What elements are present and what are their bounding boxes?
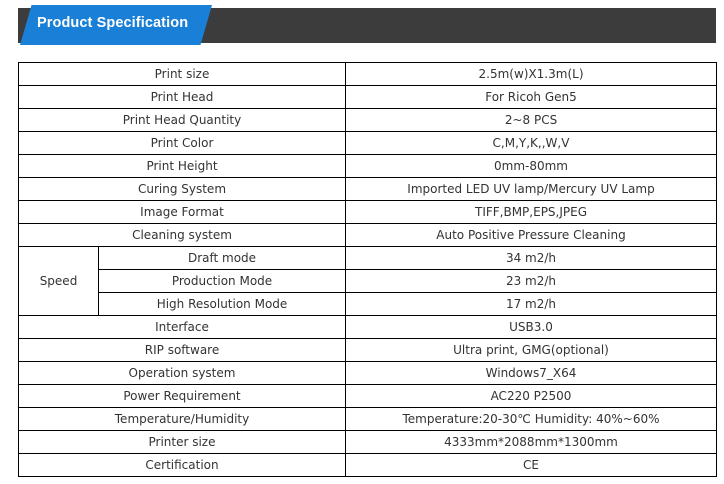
- table-row: [19, 63, 717, 86]
- spec-value: C,M,Y,K,,W,V: [346, 132, 717, 155]
- spec-label: Interface: [19, 316, 346, 339]
- speed-mode-label: Draft mode: [99, 247, 346, 270]
- spec-label: Print Color: [19, 132, 346, 155]
- spec-label: Certification: [19, 454, 346, 477]
- table-row: [19, 431, 717, 454]
- table-row: [19, 109, 717, 132]
- spec-label: Cleaning system: [19, 224, 346, 247]
- table-row: [19, 201, 717, 224]
- table-row: [19, 178, 717, 201]
- spec-value: USB3.0: [346, 316, 717, 339]
- spec-label: Printer size: [19, 431, 346, 454]
- spec-label: Print Head Quantity: [19, 109, 346, 132]
- table-row: [19, 339, 717, 362]
- section-title: Product Specification: [37, 15, 189, 31]
- spec-value: 0mm-80mm: [346, 155, 717, 178]
- table-row: [19, 293, 717, 316]
- table-row: [19, 155, 717, 178]
- speed-mode-value: 17 m2/h: [346, 293, 717, 316]
- table-row: [19, 408, 717, 431]
- spec-value: Temperature:20-30℃ Humidity: 40%~60%: [346, 408, 717, 431]
- spec-value: Windows7_X64: [346, 362, 717, 385]
- spec-table: [18, 62, 717, 477]
- spec-value: TIFF,BMP,EPS,JPEG: [346, 201, 717, 224]
- speed-mode-value: 23 m2/h: [346, 270, 717, 293]
- spec-value: Auto Positive Pressure Cleaning: [346, 224, 717, 247]
- table-row: [19, 454, 717, 477]
- spec-label: Print size: [19, 63, 346, 86]
- spec-value: 4333mm*2088mm*1300mm: [346, 431, 717, 454]
- spec-label: Print Head: [19, 86, 346, 109]
- spec-value: For Ricoh Gen5: [346, 86, 717, 109]
- table-row: [19, 385, 717, 408]
- spec-value: 2.5m(w)X1.3m(L): [346, 63, 717, 86]
- spec-value: AC220 P2500: [346, 385, 717, 408]
- spec-value: 2~8 PCS: [346, 109, 717, 132]
- speed-label: Speed: [19, 247, 99, 316]
- speed-mode-value: 34 m2/h: [346, 247, 717, 270]
- table-row: [19, 224, 717, 247]
- spec-value: Imported LED UV lamp/Mercury UV Lamp: [346, 178, 717, 201]
- spec-value: Ultra print, GMG(optional): [346, 339, 717, 362]
- table-row: [19, 132, 717, 155]
- spec-label: Curing System: [19, 178, 346, 201]
- spec-label: Power Requirement: [19, 385, 346, 408]
- spec-label: Temperature/Humidity: [19, 408, 346, 431]
- table-row: [19, 270, 717, 293]
- table-row: [19, 362, 717, 385]
- spec-label: Print Height: [19, 155, 346, 178]
- spec-label: Operation system: [19, 362, 346, 385]
- speed-mode-label: Production Mode: [99, 270, 346, 293]
- spec-label: RIP software: [19, 339, 346, 362]
- table-row: [19, 316, 717, 339]
- speed-mode-label: High Resolution Mode: [99, 293, 346, 316]
- table-row: [19, 86, 717, 109]
- spec-value: CE: [346, 454, 717, 477]
- table-row: [19, 247, 717, 270]
- spec-label: Image Format: [19, 201, 346, 224]
